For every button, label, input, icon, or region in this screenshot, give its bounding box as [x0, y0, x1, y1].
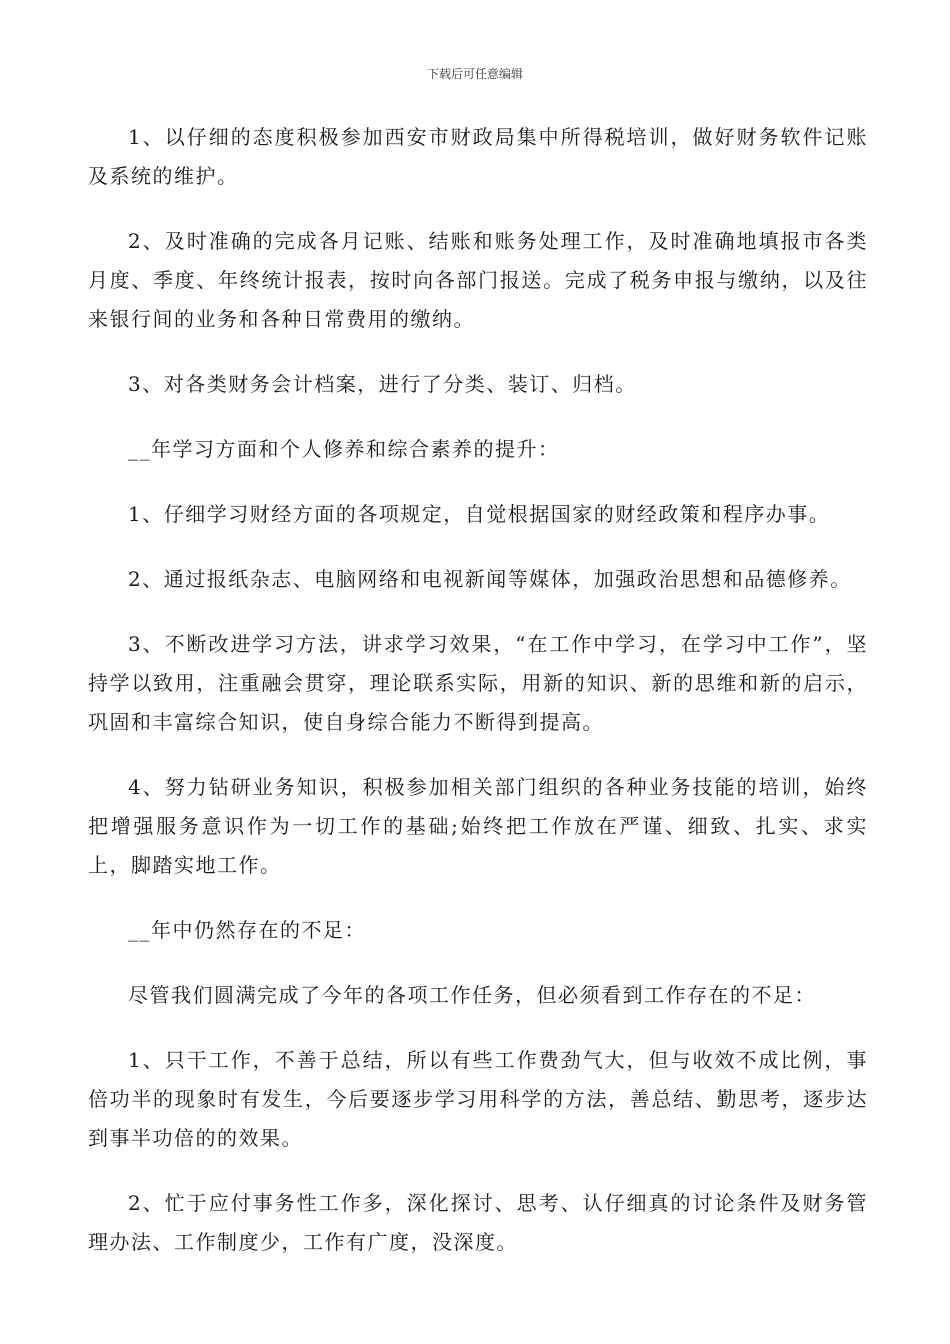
paragraph-summary: 尽管我们圆满完成了今年的各项工作任务，但必须看到工作存在的不足：: [128, 983, 816, 1007]
paragraph-study-method: 3、不断改进学习方法，讲求学习效果，“在工作中学习，在学习中工作”，坚持学以致用，注重融会贯穿，理论联系实际，用新的知识、新的思维和新的启示，巩固和丰富综合知识，使自身综合能力不断得到提高。: [88, 632, 868, 734]
paragraph-shortcoming-1: 1、只干工作，不善于总结，所以有些工作费劲气大，但与收效不成比例，事倍功半的现象时有发生，今后要逐步学习用科学的方法，善总结、勤思考，逐步达到事半功倍的的效果。: [88, 1048, 868, 1150]
section-heading-shortcomings: __年中仍然存在的不足：: [128, 918, 366, 942]
paragraph-regulations: 1、仔细学习财经方面的各项规定，自觉根据国家的财经政策和程序办事。: [128, 502, 831, 526]
document-body: [88, 118, 868, 1288]
paragraph-accounting: 2、及时准确的完成各月记账、结账和账务处理工作，及时准确地填报市各类月度、季度、年终统计报表，按时向各部门报送。完成了税务申报与缴纳，以及往来银行间的业务和各种日常费用的缴纳。: [88, 229, 868, 331]
paragraph-training: 1、以仔细的态度积极参加西安市财政局集中所得税培训，做好财务软件记账及系统的维护。: [88, 125, 868, 188]
paragraph-shortcoming-2: 2、忙于应付事务性工作多，深化探讨、思考、认仔细真的讨论条件及财务管理办法、工作制度少，工作有广度，没深度。: [88, 1191, 868, 1254]
paragraph-business-skills: 4、努力钻研业务知识，积极参加相关部门组织的各种业务技能的培训，始终把增强服务意识作为一切工作的基础;始终把工作放在严谨、细致、扎实、求实上，脚踏实地工作。: [88, 775, 868, 877]
section-heading-learning: __年学习方面和个人修养和综合素养的提升：: [128, 437, 560, 461]
header-note: 下载后可任意编辑: [426, 67, 523, 81]
paragraph-media: 2、通过报纸杂志、电脑网络和电视新闻等媒体，加强政治思想和品德修养。: [128, 567, 852, 591]
paragraph-archives: 3、对各类财务会计档案，进行了分类、装订、归档。: [128, 372, 637, 396]
